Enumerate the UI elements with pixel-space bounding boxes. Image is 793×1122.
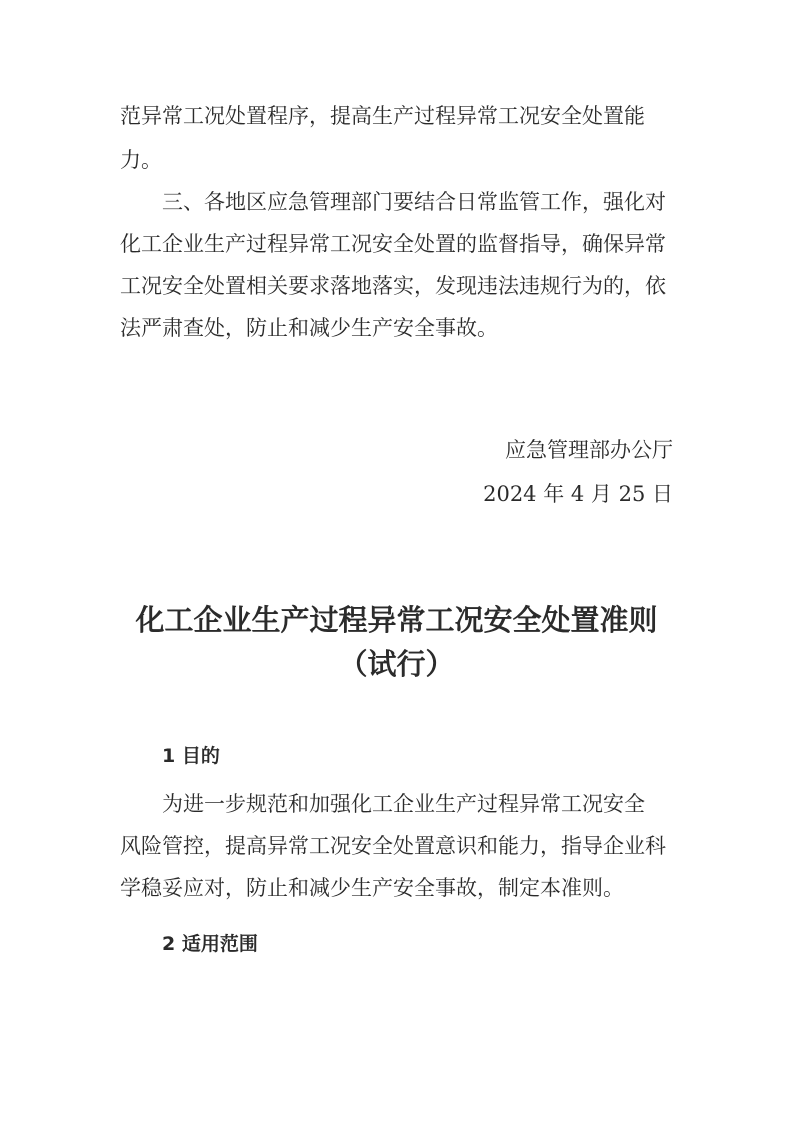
document-title: 化工企业生产过程异常工况安全处置准则	[135, 603, 658, 637]
body-text-line: 风险管控，提高异常工况安全处置意识和能力，指导企业科	[120, 834, 666, 858]
signature-date: 2024 年 4 月 25 日	[483, 482, 673, 506]
body-text-line: 力。	[120, 148, 162, 172]
section-heading-purpose: 1 目的	[162, 745, 220, 767]
body-text-line: 为进一步规范和加强化工企业生产过程异常工况安全	[162, 792, 645, 816]
body-text-line: 范异常工况处置程序，提高生产过程异常工况安全处置能	[120, 104, 645, 128]
body-text-line: 法严肃查处，防止和减少生产安全事故。	[120, 316, 498, 340]
body-text-line: 学稳妥应对，防止和减少生产安全事故，制定本准则。	[120, 876, 624, 900]
body-text-line: 化工企业生产过程异常工况安全处置的监督指导，确保异常	[120, 232, 666, 256]
body-text-line: 三、各地区应急管理部门要结合日常监管工作，强化对	[162, 190, 666, 214]
body-text-line: 工况安全处置相关要求落地落实，发现违法违规行为的，依	[120, 274, 666, 298]
section-heading-scope: 2 适用范围	[162, 933, 258, 955]
document-subtitle: （试行）	[338, 647, 455, 681]
signature-organization: 应急管理部办公厅	[505, 438, 673, 462]
